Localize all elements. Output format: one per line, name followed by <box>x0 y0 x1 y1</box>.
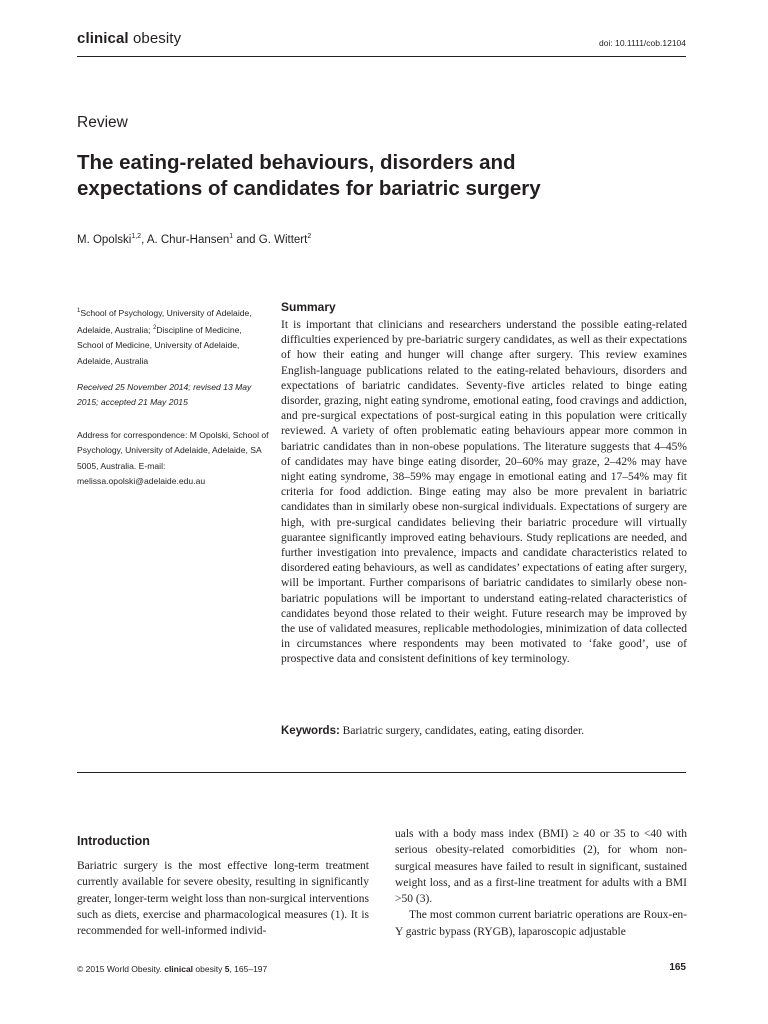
introduction-paragraph: The most common current bariatric operations are Roux-en-Y gastric bypass (RYGB), laparoscopic adjustable <box>395 909 687 938</box>
introduction-paragraph: uals with a body mass index (BMI) ≥ 40 or 35 to <40 with serious obesity-related comorbidities (2), for whom non-surgical measures have failed to result in significant, sustained weight loss, and as a first-line treatment for adults with a BMI >50 (3). <box>395 828 687 906</box>
affiliation-mark: 1 <box>77 308 81 314</box>
author-name: , A. Chur-Hansen <box>141 233 230 246</box>
article-dates: Received 25 November 2014; revised 13 May 2015; accepted 21 May 2015 <box>77 382 252 408</box>
author-affiliation-mark: 2 <box>307 233 312 240</box>
page-footer <box>77 964 267 974</box>
affiliations <box>77 304 269 369</box>
affiliation-text: School of Psychology, University of Adelaide, Adelaide, Australia; <box>77 307 252 336</box>
author-name: and G. Wittert <box>233 233 308 246</box>
header-rule <box>77 56 686 57</box>
page-number: 165 <box>669 962 686 973</box>
footer-volume: 5 <box>224 964 230 974</box>
author-name: M. Opolski <box>77 233 132 246</box>
article-type: Review <box>77 114 128 131</box>
affiliation-mark: 2 <box>152 325 157 332</box>
keywords-list: Bariatric surgery, candidates, eating, eating disorder. <box>339 725 585 737</box>
journal-name-light: obesity <box>132 30 182 47</box>
copyright: © 2015 World Obesity. <box>77 964 165 974</box>
footer-journal-name: obesity <box>193 964 225 974</box>
doi[interactable]: doi: 10.1111/cob.12104 <box>599 38 686 48</box>
introduction-heading: Introduction <box>77 834 150 848</box>
author-affiliation-mark: 1,2 <box>131 233 142 240</box>
author-affiliation-mark: 1 <box>229 233 234 240</box>
section-rule <box>77 772 686 773</box>
summary-body: It is important that clinicians and researchers understand the possible eating-related difficulties experienced by pre-bariatric surgery candidates, as well as their expectations of how their eating and hunger will change after surgery. This review examines English-language publications related to the eating-related behaviours, disorders and expectations of bariatric candidates. Seventy-five articles related to binge eating disorder, grazing, night eating syndrome, emotional eating, food cravings and addiction, and pre-surgical expectations of post-surgical eating in this population were critically reviewed. A variety of often problematic eating behaviours appear more common in bariatric candidates than in non-obese populations. The literature suggests that 4–45% of candidates may have binge eating disorder, 20–60% may graze, 2–42% may have night eating syndrome, 38–59% may engage in emotional eating and 17–54% may fit criteria for food addiction. Binge eating may also be more prevalent in bariatric candidates than in similarly obese non-surgical individuals. Expectations of surgery are high, with pre-surgical candidates believing their bariatric procedure will virtually guarantee significantly improved eating behaviours. Study replications are needed, and further investigation into prevalence, impacts and candidate characteristics related to disordered eating behaviours, as well as candidates’ expectations of eating after surgery, will be important. Further comparisons of bariatric candidates to similarly obese non-bariatric populations will be important to understand eating-related characteristics of candidates beyond those related to their weight. Future research may be improved by the use of validated measures, replicable methodologies, minimization of data collected in circumstances where respondents may been motivated to ‘fake good’, use of prospective data and consistent definitions of key terminology. <box>281 319 687 666</box>
journal-name <box>77 30 181 47</box>
introduction-right-column <box>395 826 687 940</box>
footer-journal-bold: clinical <box>164 964 194 974</box>
keywords <box>281 725 584 737</box>
footer-pages: , 165–197 <box>229 964 268 974</box>
correspondence-address: Address for correspondence: M Opolski, School of Psychology, University of Adelaide, Adelaide, SA 5005, Australia. E-mail: melissa.opolski@adelaide.edu.au <box>77 430 269 486</box>
journal-name-bold: clinical <box>77 30 129 47</box>
author-list <box>77 233 311 246</box>
summary-heading: Summary <box>281 300 336 314</box>
affiliation-text: Discipline of Medicine, School of Medicine, University of Adelaide, Adelaide, Australia <box>77 325 242 366</box>
introduction-paragraph: Bariatric surgery is the most effective long-term treatment currently available for severe obesity, resulting in significantly greater, longer-term weight loss than non-surgical interventions such as diets, exercise and pharmacological measures (1). It is recommended for well-informed individ- <box>77 860 369 938</box>
article-title: The eating-related behaviours, disorders and expectations of candidates for bariatric surgery <box>77 151 541 200</box>
keywords-label: Keywords: <box>281 725 340 737</box>
